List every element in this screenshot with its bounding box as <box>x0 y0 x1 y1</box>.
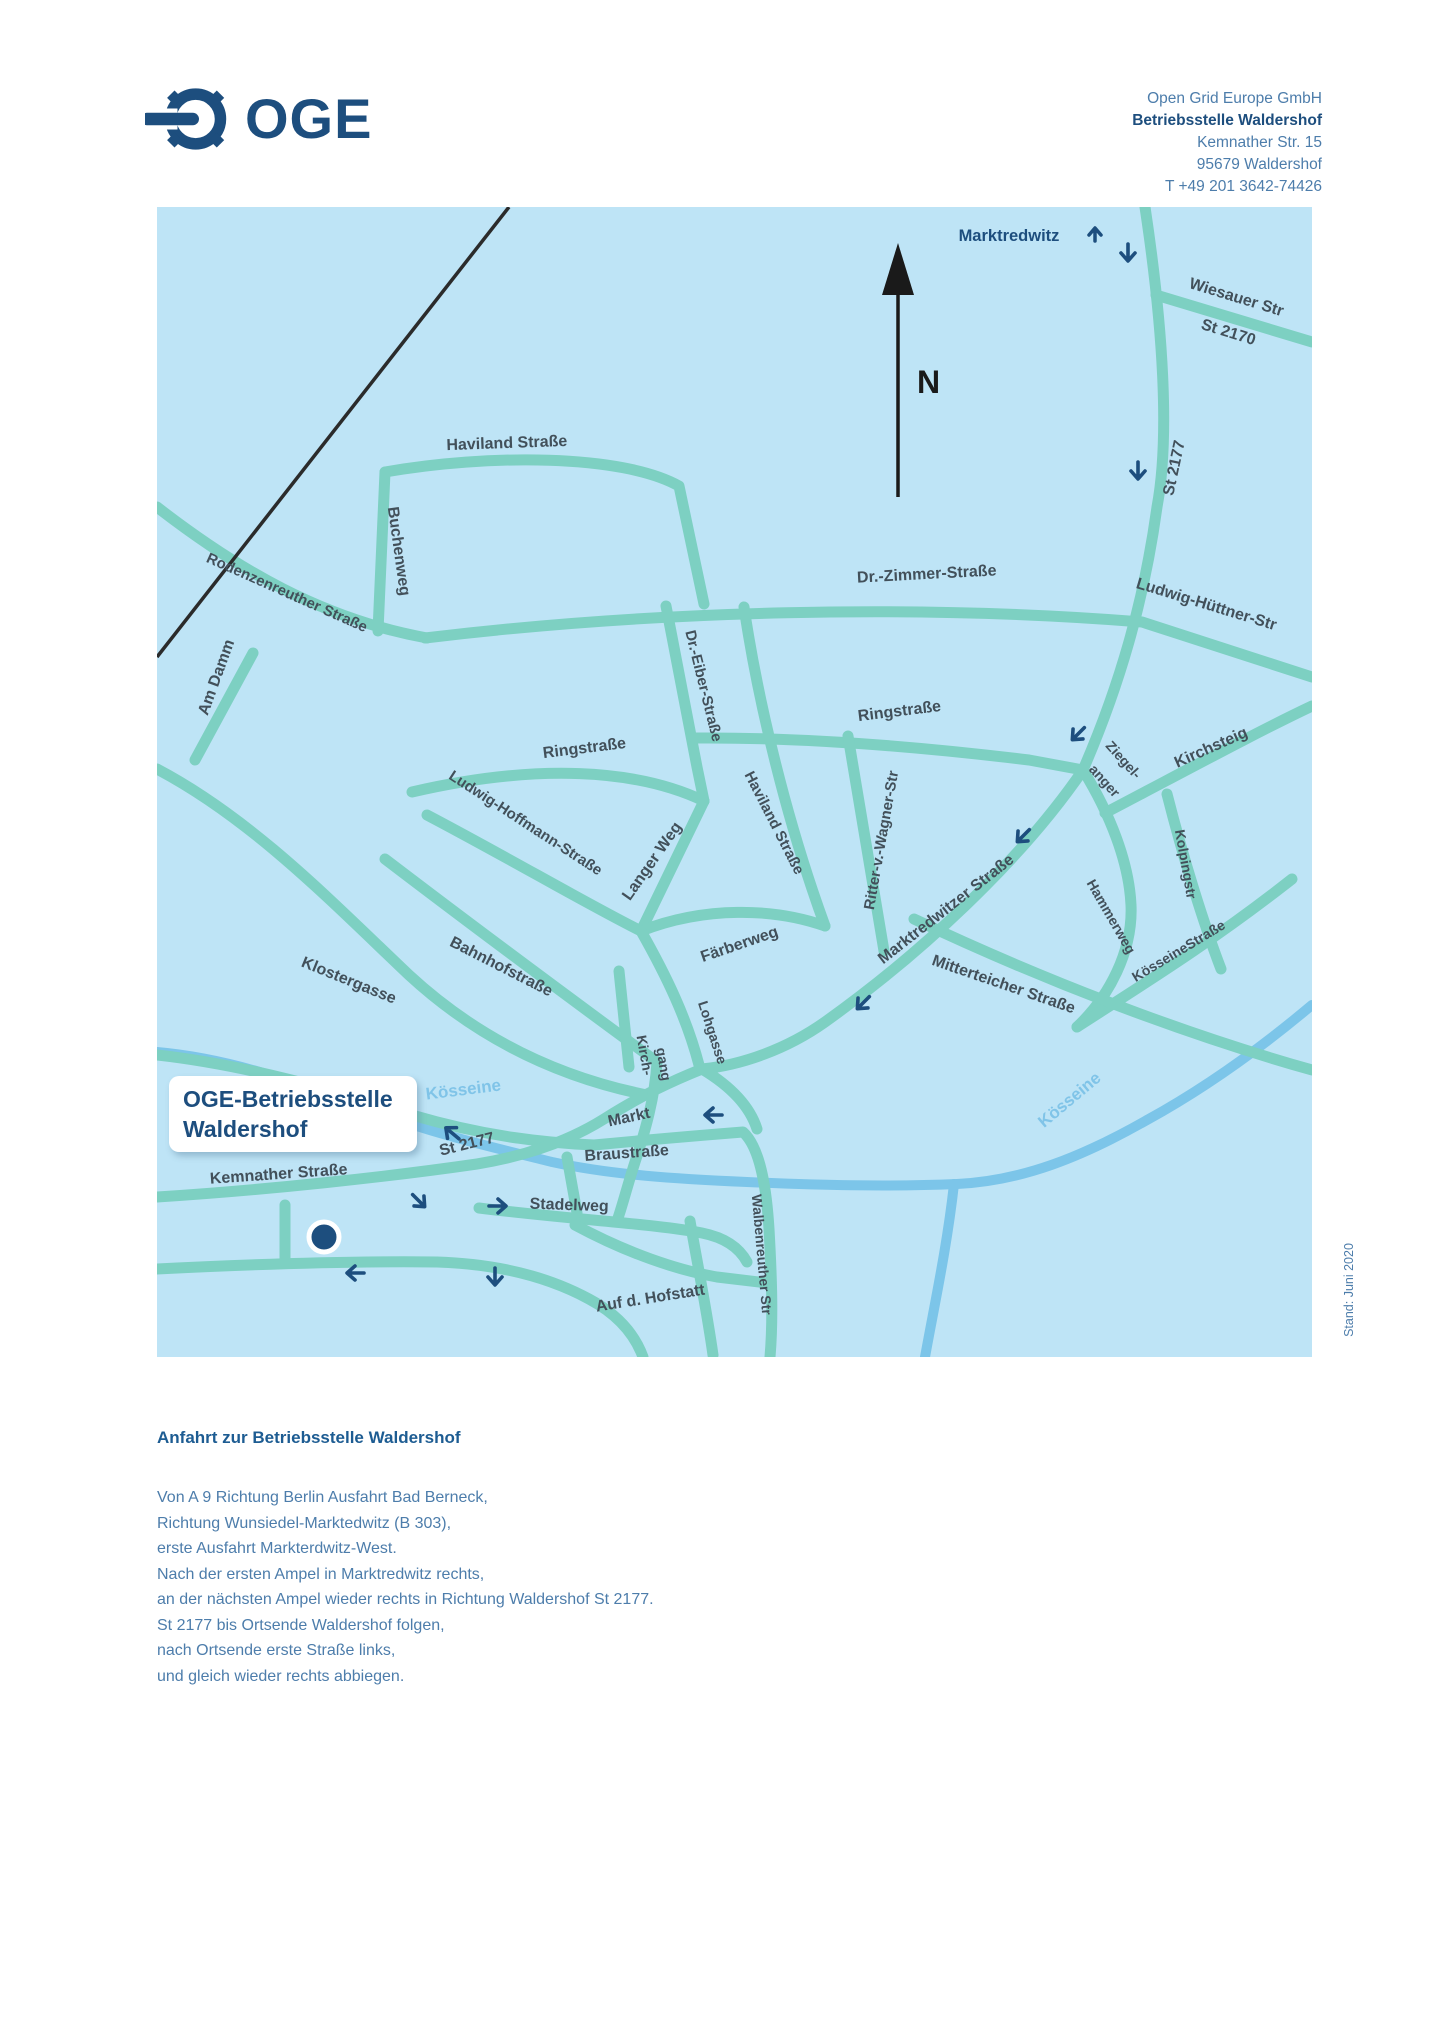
street-label: Ringstraße <box>856 698 942 726</box>
street-label: Markt <box>606 1104 652 1131</box>
destination-callout-line: Waldershof <box>183 1116 308 1142</box>
street-label: Klostergasse <box>298 954 399 1008</box>
street-label: Langer Weg <box>619 819 686 904</box>
street-label: Braustraße <box>583 1142 670 1165</box>
directions-line: Von A 9 Richtung Berlin Ausfahrt Bad Berneck, <box>157 1489 488 1506</box>
street-label: Rodenzenreuther Straße <box>203 549 370 637</box>
street-label: Ritter-v.-Wagner-Str <box>860 769 903 912</box>
directions-text <box>157 1485 857 1689</box>
street-label: Dr.-Eiber-Straße <box>681 628 726 744</box>
road-buchenweg <box>378 472 385 631</box>
address-line: 95679 Waldershof <box>1196 156 1322 173</box>
street-label: Kirch- <box>633 1033 657 1077</box>
directions-line: St 2177 bis Ortsende Waldershof folgen, <box>157 1616 445 1634</box>
street-label: Ludwig-Hüttner-Str <box>1134 575 1279 635</box>
address-line: T +49 201 3642-74426 <box>1164 178 1322 195</box>
street-label: Bahnhofstraße <box>446 933 556 1001</box>
street-label: Marktredwitzer Straße <box>875 851 1018 968</box>
street-label: Kemnather Straße <box>209 1161 349 1188</box>
map <box>157 207 1312 1357</box>
directions-section <box>157 1428 857 1689</box>
oge-logo <box>145 80 372 158</box>
directions-line: an der nächsten Ampel wieder rechts in Richtung Waldershof St 2177. <box>157 1591 654 1608</box>
river-label: Kösseine <box>1034 1068 1105 1132</box>
directions-line: erste Ausfahrt Markterdwitz-West. <box>157 1540 397 1557</box>
street-label: Ringstraße <box>541 735 627 763</box>
street-label: Buchenweg <box>383 505 414 598</box>
street-label: Mitterteicher Straße <box>929 952 1078 1018</box>
directions-line: und gleich wieder rechts abbiegen. <box>157 1667 405 1685</box>
directions-line: nach Ortsende erste Straße links, <box>157 1642 396 1659</box>
river-label: Kösseine <box>424 1075 503 1104</box>
street-label: Ludwig-Hoffmann-Straße <box>445 767 606 880</box>
street-label: gang <box>653 1046 675 1082</box>
destination-callout-line: OGE-Betriebsstelle <box>183 1086 393 1112</box>
street-label: Dr.-Zimmer-Straße <box>856 562 997 587</box>
street-label: Haviland Straße <box>446 432 568 455</box>
street-label: Am Damm <box>195 637 239 718</box>
street-label: Wiesauer Str <box>1187 275 1286 321</box>
oge-logo-text: OGE <box>245 87 373 150</box>
directions-line: Richtung Wunsiedel-Marktedwitz (B 303), <box>157 1514 452 1532</box>
address-line: Betriebsstelle Waldershof <box>1132 112 1322 129</box>
map-canvas <box>157 207 1312 1357</box>
street-label: Hammerweg <box>1083 876 1140 957</box>
address-line: Kemnather Str. 15 <box>1197 134 1322 151</box>
oge-logo-icon <box>145 80 231 158</box>
street-label: Ziegel- <box>1102 737 1145 782</box>
directions-heading: Anfahrt zur Betriebsstelle Waldershof <box>157 1428 461 1447</box>
street-label: Haviland Straße <box>740 768 808 878</box>
street-label: KösseineStraße <box>1128 916 1228 985</box>
street-label: Stadelweg <box>529 1195 609 1216</box>
street-label: anger <box>1086 761 1124 801</box>
street-label: St 2177 <box>437 1129 497 1160</box>
north-label: N <box>917 364 941 400</box>
directions-line: Nach der ersten Ampel in Marktredwitz rechts, <box>157 1565 485 1583</box>
street-label: Färberweg <box>698 923 781 966</box>
destination-marker-dot <box>309 1222 339 1252</box>
street-label: St 2170 <box>1199 316 1258 350</box>
street-label: Walbenreuther Str <box>748 1193 776 1316</box>
address-block <box>1132 88 1322 198</box>
stand-note: Stand: Juni 2020 <box>1342 1243 1356 1337</box>
street-label: St 2177 <box>1160 438 1189 498</box>
street-label: Kolpingstr <box>1171 828 1200 900</box>
address-line: Open Grid Europe GmbH <box>1147 90 1322 107</box>
destination-callout <box>169 1076 417 1152</box>
direction-marktredwitz-label: Marktredwitz <box>958 227 1060 245</box>
street-label: Lohgasse <box>695 998 731 1067</box>
street-label: Auf d. Hofstatt <box>594 1281 707 1316</box>
street-label: Kirchsteig <box>1171 724 1251 772</box>
